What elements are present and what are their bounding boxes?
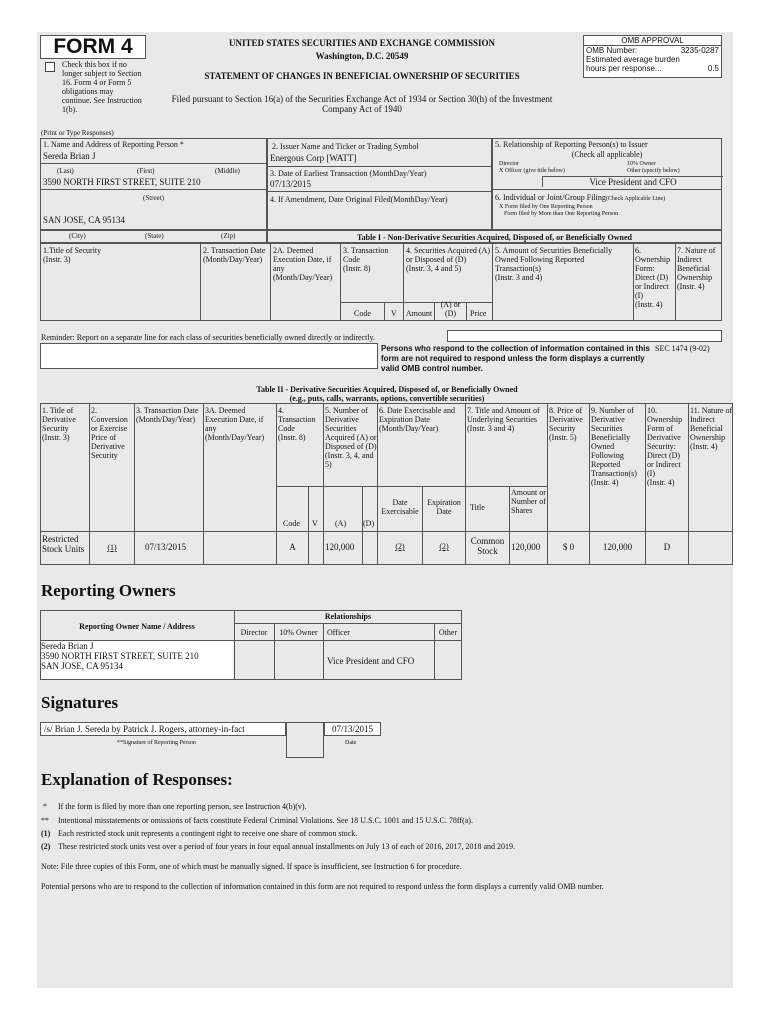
reminder-blank (447, 330, 722, 342)
t2-col2: 2. Conversion or Exercise Price of Derivative Security (91, 406, 128, 460)
sec-code: SEC 1474 (9-02) (655, 344, 710, 353)
relationships-header: Relationships (324, 612, 372, 621)
issuer-name: Energous Corp [WATT] (270, 153, 357, 163)
no-longer-subject-checkbox[interactable] (45, 62, 55, 72)
t1-col7: 7. Nature of Indirect Beneficial Ownership (Instr. 4) (677, 246, 716, 291)
form-sheet (37, 32, 733, 988)
other-header: Other (438, 628, 458, 637)
t2-col11: 11. Nature of Indirect Beneficial Ownership (Instr. 4) (690, 406, 733, 451)
t1-v: V (391, 309, 397, 318)
statement-title: STATEMENT OF CHANGES IN BENEFICIAL OWNERSHIP OF SECURITIES (204, 71, 520, 81)
omb-title: OMB APPROVAL (584, 36, 721, 46)
t2-a: (A) (335, 519, 347, 528)
reporter-name: Sereda Brian J (43, 151, 96, 161)
t1-col1: 1.Title of Security (Instr. 3) (43, 246, 102, 264)
reporter-city: SAN JOSE, CA 95134 (43, 215, 126, 225)
relationship-sub: (Check all applicable) (571, 150, 643, 159)
officer-title: Vice President and CFO (542, 176, 723, 187)
issuer-label: 2. Issuer Name and Ticker or Trading Symbol (272, 142, 419, 151)
t2-title-header: Title (470, 503, 485, 512)
owner-option: 10% Owner (627, 161, 656, 167)
filing-label: 6. Individual or Joint/Group Filing (495, 193, 606, 202)
t2-row-date: 07/13/2015 (145, 542, 187, 552)
agency-name: UNITED STATES SECURITIES AND EXCHANGE COMMISSION (229, 38, 495, 48)
t2-row-owned: 120,000 (602, 542, 633, 552)
signature-gap (286, 722, 324, 758)
reporter-label: 1. Name and Address of Reporting Person * (43, 140, 184, 149)
t2-row-expiration[interactable]: (2) (439, 542, 449, 551)
t2-col10: 10. Ownership Form of Derivative Security: Direct (D) or Indirect (I) (Instr. 4) (647, 406, 683, 487)
amendment-label: 4. If Amendment, Date Original Filed(MonthDay/Year) (270, 195, 448, 204)
middle-label: (Middle) (215, 167, 240, 175)
hours-label: hours per response... (586, 64, 662, 73)
owner-name-header: Reporting Owner Name / Address (79, 622, 195, 631)
omb-number-label: OMB Number: (586, 46, 638, 55)
earliest-date: 07/13/2015 (270, 179, 312, 189)
explanation-heading: Explanation of Responses: (41, 770, 233, 789)
other-option: Other (specify below) (627, 168, 680, 174)
reminder-text: Reminder: Report on a separate line for each class of securities beneficially owned directly or indirectly. (41, 333, 376, 342)
t1-price: Price (470, 309, 487, 318)
t2-col6: 6. Date Exercisable and Expiration Date (Month/Day/Year) (379, 406, 455, 433)
t2-row-underlying-title: Common Stock (470, 536, 505, 556)
double-star-text: Intentional misstatements or omissions of facts constitute Federal Criminal Violations. See 18 U.S.C. 1001 and 15 U.S.C. 78ff(a). (58, 816, 473, 825)
relationship-label: 5. Relationship of Reporting Person(s) to Issuer (495, 140, 648, 149)
owner-entry-street: 3590 NORTH FIRST STREET, SUITE 210 (41, 651, 199, 661)
reporting-owners-heading: Reporting Owners (41, 581, 176, 600)
t2-col8: 8. Price of Derivative Security (Instr. 5) (549, 406, 583, 442)
t1-amount: Amount (405, 309, 433, 318)
owner10-header: 10% Owner (279, 628, 318, 637)
blank-box (40, 343, 378, 369)
t2-row-conversion[interactable]: (1) (107, 543, 117, 552)
table2-subtitle: (e.g., puts, calls, warrants, options, convertible securities) (289, 394, 485, 403)
table1-title: Table I - Non-Derivative Securities Acquired, Disposed of, or Beneficially Owned (267, 230, 722, 243)
t2-row-exercisable[interactable]: (2) (395, 542, 405, 551)
earliest-date-label: 3. Date of Earliest Transaction (MonthDay/Year) (270, 169, 427, 178)
t1-col2a: 2A. Deemed Execution Date, if any (Month/Day/Year) (273, 246, 333, 282)
owner-entry (41, 641, 233, 679)
t2-col3: 3. Transaction Date (Month/Day/Year) (136, 406, 199, 424)
t1-col2: 2. Transaction Date (Month/Day/Year) (203, 246, 266, 264)
filing-label-small: (Check Applicable Line) (605, 196, 666, 202)
state-label: (State) (145, 232, 164, 240)
hours-value: 0.5 (707, 64, 719, 73)
star: * (43, 802, 47, 811)
note2-number: (2) (41, 842, 51, 851)
date-label: Date (345, 740, 357, 746)
omb-number: 3235-0287 (680, 46, 719, 55)
checkbox-text: Check this box if no longer subject to Section 16. Form 4 or Form 5 obligations may continue. See Instruction 1(b). (62, 60, 142, 114)
t2-row-form: D (663, 542, 671, 552)
t2-col3a: 3A. Deemed Execution Date, if any (Month/Day/Year) (205, 406, 265, 442)
file-note: Note: File three copies of this Form, one of which must be manually signed. If space is insufficient, see Instruction 6 for procedure. (41, 862, 462, 871)
t2-col7: 7. Title and Amount of Underlying Securities (Instr. 3 and 4) (467, 406, 540, 433)
t2-col1: 1. Title of Derivative Security (Instr. 3) (42, 406, 76, 442)
signature-label: **Signature of Reporting Person (117, 740, 196, 746)
t2-row-underlying-amount: 120,000 (511, 542, 541, 552)
officer-option: X Officer (give title below) (499, 168, 565, 174)
t2-col4: 4. Transaction Code (Instr. 8) (278, 406, 316, 442)
t2-v: V (312, 519, 318, 528)
t2-row-price: $ 0 (562, 542, 575, 552)
t1-col5: 5. Amount of Securities Beneficially Owned Following Reported Transaction(s) (Instr. 3 and 4) (495, 246, 613, 282)
street-label: (Street) (143, 194, 164, 202)
agency-city: Washington, D.C. 20549 (315, 51, 409, 61)
burden-label: Estimated average burden (586, 55, 680, 64)
city-label: (City) (69, 232, 86, 240)
double-star: ** (41, 816, 49, 825)
filing-more: Form filed by More than One Reporting Person (504, 211, 619, 217)
t2-amount-header: Amount or Number of Shares (511, 488, 546, 515)
director-header: Director (240, 628, 268, 637)
t2-row-amount: 120,000 (325, 542, 355, 552)
t1-col4: 4. Securities Acquired (A) or Disposed of (D) (Instr. 3, 4 and 5) (406, 246, 490, 273)
zip-label: (Zip) (221, 232, 236, 240)
note1-text: Each restricted stock unit represents a contingent right to receive one share of common stock. (58, 829, 358, 838)
t2-code: Code (283, 519, 300, 528)
owner-entry-name: Sereda Brian J (41, 641, 94, 651)
t1-aord: (A) or (D) (440, 300, 461, 318)
t2-row-code: A (289, 542, 296, 552)
owner-entry-officer: Vice President and CFO (327, 656, 415, 666)
persons-notice: Persons who respond to the collection of information contained in this form are not required to respond unless the form displays a currently valid OMB control number. (381, 344, 650, 373)
t2-col9: 9. Number of Derivative Securities Beneficially Owned Following Reported Transaction(s) (Instr. 4) (591, 406, 637, 487)
print-note: (Print or Type Responses) (41, 129, 114, 137)
t1-code: Code (354, 309, 371, 318)
t2-d: (D) (363, 519, 375, 528)
last-label: (Last) (57, 167, 74, 175)
omb-approval-box (583, 35, 722, 78)
officer-header: Officer (327, 628, 350, 637)
filing-one: X Form filed by One Reporting Person (499, 204, 593, 210)
table2-title: Table II - Derivative Securities Acquired, Disposed of, or Beneficially Owned (256, 385, 518, 394)
note1-number: (1) (41, 829, 51, 838)
filed-pursuant: Filed pursuant to Section 16(a) of the Securities Exchange Act of 1934 or Section 30(h) of the Investment Company Act of 1940 (171, 94, 553, 114)
t2-expiration: Expiration Date (427, 498, 461, 516)
t2-date-ex: Date Exercisable (381, 498, 419, 516)
potential-note: Potential persons who are to respond to the collection of information contained in this form are not required to respond unless the form displays a currently valid OMB number. (41, 882, 604, 891)
star-text: If the form is filed by more than one reporting person, see Instruction 4(b)(v). (58, 802, 307, 811)
t2-row-security: Restricted Stock Units (42, 534, 85, 554)
reporter-street: 3590 NORTH FIRST STREET, SUITE 210 (43, 177, 201, 187)
form-title: FORM 4 (40, 35, 146, 59)
t1-col6: 6. Ownership Form: Direct (D) or Indirect (I) (Instr. 4) (635, 246, 671, 309)
owner-entry-city: SAN JOSE, CA 95134 (41, 661, 124, 671)
director-option: Director (499, 161, 519, 167)
t1-col3: 3. Transaction Code (Instr. 8) (343, 246, 389, 273)
first-label: (First) (137, 167, 155, 175)
signatures-heading: Signatures (41, 693, 119, 712)
t2-col5: 5. Number of Derivative Securities Acquired (A) or Disposed of (D) (Instr. 3, 4, and 5) (325, 406, 377, 469)
signature-date: 07/13/2015 (324, 722, 381, 736)
note2-text: These restricted stock units vest over a period of four years in four equal annual installments on July 13 of each of 2016, 2017, 2018 and 2019. (58, 842, 515, 851)
signer-name: /s/ Brian J. Sereda by Patrick J. Rogers, attorney-in-fact (40, 722, 286, 736)
